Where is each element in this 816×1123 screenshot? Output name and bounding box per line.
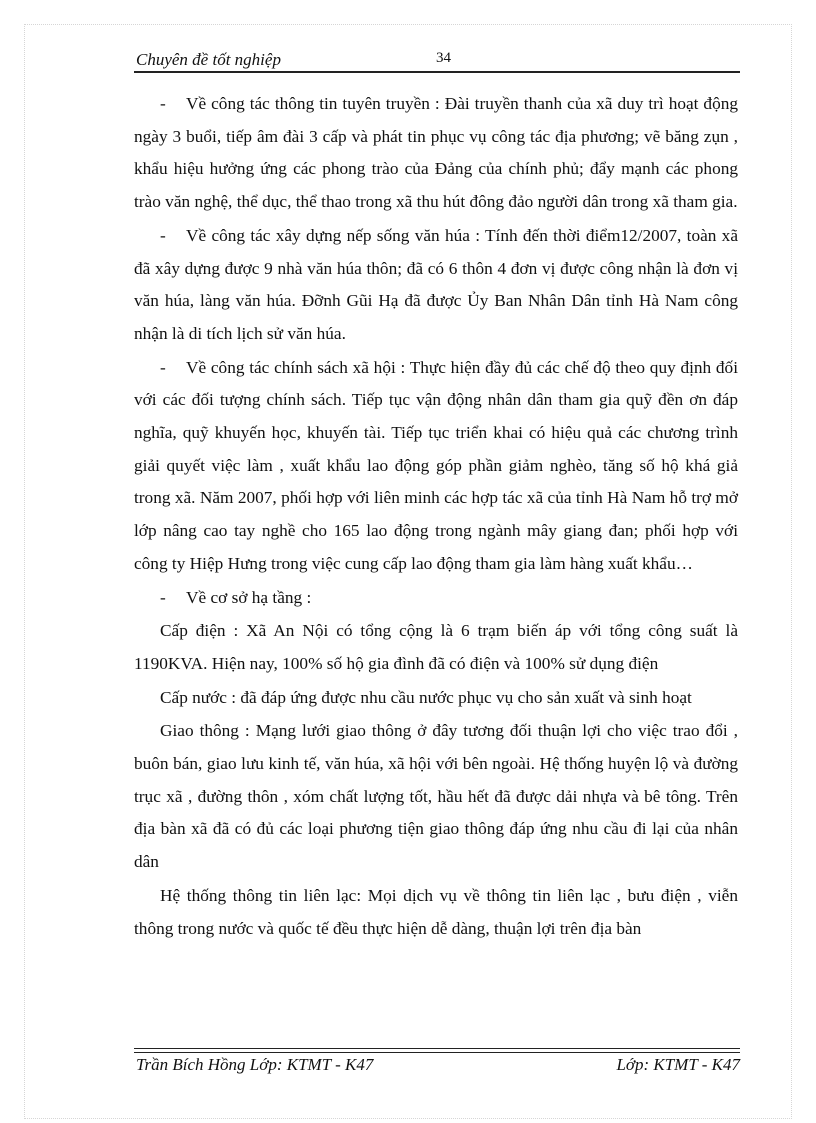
dash-bullet: - [160,225,166,245]
document-body [134,88,738,946]
paragraph-text: Về công tác chính sách xã hội : Thực hiện đầy đủ các chế độ theo quy định đối với các đối tượng chính sách. Tiếp tục vận động nhân dân tham gia quỹ đền ơn đáp nghĩa, quỹ khuyến học, khuyến tài. Tiếp tục triển khai có hiệu quả các chương trình giải quyết việc làm , xuất khẩu lao động góp phần giảm nghèo, tăng số hộ khá giả trong xã. Năm 2007, phối hợp với liên minh các hợp tác xã của tỉnh Hà Nam hỗ trợ mở lớp nâng cao tay nghề cho 165 lao động trong ngành mây giang đan; phối hợp với công ty Hiệp Hưng trong việc cung cấp lao động tham gia làm hàng xuất khẩu… [134,357,738,573]
page-footer [134,1055,740,1077]
paragraph-text: Về công tác xây dựng nếp sống văn húa : Tính đến thời điểm12/2007, toàn xã đã xây dựng được 9 nhà văn húa thôn; đã có 6 thôn 4 đơn vị được công nhận là đơn vị văn húa, làng văn húa. Đỡnh Gũi Hạ đã được Ủy Ban Nhân Dân tỉnh Hà Nam công nhận là di tích lịch sử văn húa. [134,225,738,343]
dash-bullet: - [160,94,166,113]
header-rule [134,71,740,73]
paragraph-transport: Giao thông : Mạng lưới giao thông ở đây tương đối thuận lợi cho việc trao đổi , buôn bán, giao lưu kinh tế, văn húa, xã hội với bên ngoài. Hệ thống huyện lộ và đường trục xã , đường thôn , xóm chất lượng tốt, hầu hết đã được dải nhựa và bê tông. Trên địa bàn xã đã có đủ các loại phương tiện giao thông đáp ứng nhu cầu đi lại của nhân dân [134,721,738,872]
paragraph-culture [134,220,738,351]
paragraph-text: Về cơ sở hạ tầng : [186,587,312,607]
paragraph-social-policy [134,352,738,581]
paragraph-text: Về công tác thông tin tuyên truyền : Đài truyền thanh của xã duy trì hoạt động ngày 3 buổi, tiếp âm đài 3 cấp và phát tin phục vụ công tác địa phương; vẽ băng zụn , khẩu hiệu hưởng ứng các phong trào của Đảng của chính phủ; đẩy mạnh các phong trào văn nghệ, thể dục, thể thao trong xã thu hút đông đảo người dân trong xã tham gia. [134,94,738,212]
paragraph-water: Cấp nước : đã đáp ứng được nhu cầu nước phục vụ cho sản xuất và sinh hoạt [160,687,692,707]
page-number: 34 [436,50,451,66]
footer-author: Trần Bích Hồng Lớp: KTMT - K47 [136,1055,374,1074]
paragraph-communications: Hệ thống thông tin liên lạc: Mọi dịch vụ về thông tin liên lạc , bưu điện , viễn thông trong nước và quốc tế đều thực hiện dễ dàng, thuận lợi trên địa bàn [134,885,738,938]
dash-bullet: - [160,357,166,377]
paragraph-infrastructure [134,582,738,615]
footer-class: Lớp: KTMT - K47 [616,1055,740,1074]
header-title: Chuyên đề tốt nghiệp [136,50,281,69]
footer-rule-bottom [134,1052,740,1053]
footer-rule-top [134,1048,740,1049]
dash-bullet: - [160,587,166,607]
paragraph-electricity: Cấp điện : Xã An Nội có tổng cộng là 6 trạm biến áp với tổng công suất là 1190KVA. Hiện nay, 100% số hộ gia đình đã có điện và 100% sử dụng điện [134,621,738,673]
paragraph-propaganda [134,88,738,219]
